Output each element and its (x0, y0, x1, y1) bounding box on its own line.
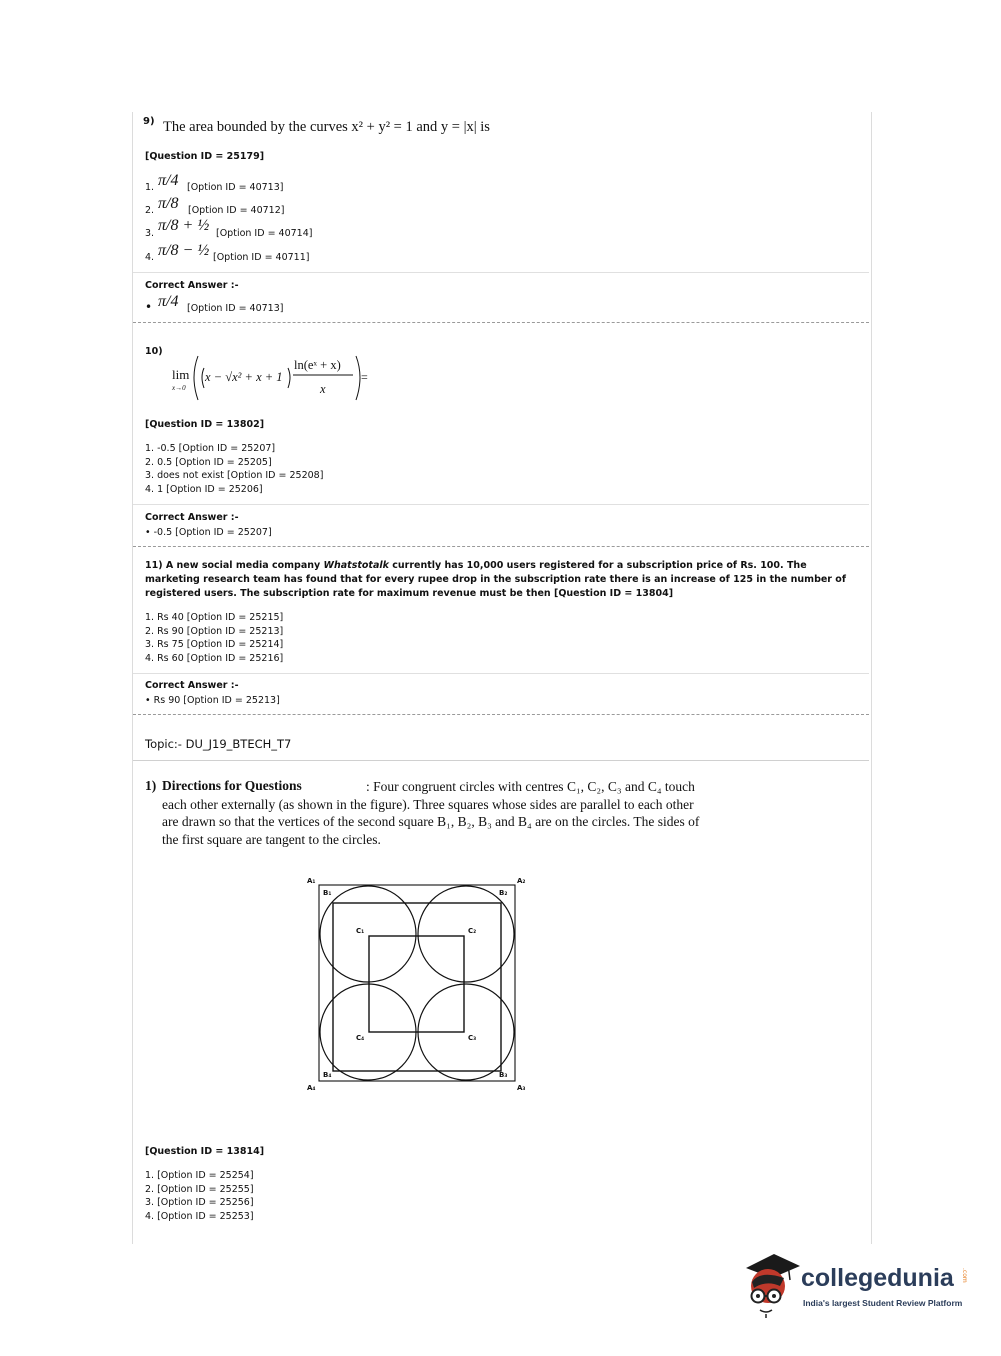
q9-option-4[interactable] (145, 242, 445, 264)
q1-question-id: [Question ID = 13814] (145, 1146, 265, 1157)
q11-option-2[interactable]: 2. Rs 90 [Option ID = 25213] (145, 625, 284, 637)
formula-lim: lim (172, 367, 190, 382)
q1-option-4[interactable]: 4. [Option ID = 25253] (145, 1211, 254, 1223)
q11-text (145, 559, 863, 601)
divider (133, 504, 869, 505)
q9-text: The area bounded by the curves x² + y² = 1 and y = |x| is (163, 119, 490, 135)
option-math: π/4 (158, 172, 179, 189)
q10-option-3[interactable]: 3. does not exist [Option ID = 25208] (145, 470, 324, 482)
q1-heading: Directions for Questions (162, 778, 302, 793)
q11-option-4[interactable]: 4. Rs 60 [Option ID = 25216] (145, 653, 284, 665)
option-number: 3. (145, 228, 155, 239)
formula-inner: x − √x² + x + 1 (205, 370, 283, 384)
option-number: 1. (145, 182, 155, 193)
option-math: π/8 − ½ (158, 242, 210, 259)
label-c2: C₂ (468, 927, 477, 935)
collegedunia-logo[interactable] (740, 1250, 980, 1322)
q9-option-1[interactable] (145, 172, 445, 194)
q9-option-3[interactable] (145, 217, 445, 239)
q10-options (145, 442, 323, 497)
logo-wordmark: collegedunia (801, 1264, 954, 1292)
label-c1: C₁ (356, 927, 365, 935)
q11-option-1[interactable]: 1. Rs 40 [Option ID = 25215] (145, 612, 284, 623)
q11-company: Whatstotalk (323, 560, 389, 571)
formula-sub: x→0 (172, 384, 186, 392)
label-a4: A₄ (307, 1084, 316, 1092)
outer-square-a (319, 885, 515, 1081)
option-math: π/8 (158, 195, 179, 212)
divider (133, 272, 869, 273)
circles-squares-figure (300, 872, 540, 1097)
q1-directions: : Four congruent circles with centres C₁, C₂, C₃ and C₄ touch each other externally (as shown in the figure). Three squares whose sides are parallel to each other are drawn so that the vertices of the second square B₁, B₂, B₃ and B₄ are on the circles. The sides of the first square are tangent to the circles. (162, 779, 700, 847)
q9-option-2[interactable] (145, 195, 445, 217)
label-a2: A₂ (517, 877, 526, 885)
q9-correct-answer (145, 293, 445, 315)
q11-option-3[interactable]: 3. Rs 75 [Option ID = 25214] (145, 639, 284, 651)
label-c3: C₃ (468, 1034, 477, 1042)
q10-correct-label: Correct Answer :- (145, 512, 239, 523)
q1-option-2[interactable]: 2. [Option ID = 25255] (145, 1183, 254, 1195)
label-b2: B₂ (499, 889, 508, 897)
label-c4: C₄ (356, 1034, 365, 1042)
bullet-icon: • (145, 527, 154, 538)
q10-option-2[interactable]: 2. 0.5 [Option ID = 25205] (145, 456, 272, 468)
option-number: 2. (145, 205, 155, 216)
logo-tagline: India's largest Student Review Platform (803, 1298, 963, 1308)
correct-text: -0.5 [Option ID = 25207] (153, 527, 272, 538)
q1-option-3[interactable]: 3. [Option ID = 25256] (145, 1197, 254, 1209)
inner-square (369, 936, 464, 1032)
q10-option-4[interactable]: 4. 1 [Option ID = 25206] (145, 484, 263, 496)
q10-option-1[interactable]: 1. -0.5 [Option ID = 25207] (145, 443, 276, 454)
label-a3: A₃ (517, 1084, 526, 1092)
option-id: [Option ID = 40714] (216, 228, 313, 239)
q11-prefix: 11) A new social media company (145, 560, 324, 571)
label-b3: B₃ (499, 1071, 508, 1079)
option-id: [Option ID = 40711] (213, 252, 310, 263)
question-separator (133, 546, 869, 547)
formula-numerator: ln(eˣ + x) (294, 358, 341, 372)
circle-c2 (418, 886, 514, 982)
q11-correct-answer (145, 695, 280, 706)
correct-text: Rs 90 [Option ID = 25213] (153, 695, 280, 706)
label-a1: A₁ (307, 877, 316, 885)
question-separator (133, 322, 869, 323)
label-b4: B₄ (323, 1071, 332, 1079)
mascot-icon (740, 1250, 802, 1320)
bullet-icon: • (145, 695, 154, 706)
divider (133, 673, 869, 674)
q11-correct-label: Correct Answer :- (145, 680, 239, 691)
q10-formula (168, 350, 378, 410)
circle-c1 (320, 886, 416, 982)
formula-equals: = (361, 370, 368, 384)
bullet-icon: • (145, 300, 153, 314)
divider (133, 760, 869, 761)
q9-number: 9) (143, 116, 155, 127)
option-math: π/8 + ½ (158, 217, 210, 234)
q10-correct-answer (145, 527, 272, 538)
q1-options (145, 1169, 254, 1224)
q9-question-id: [Question ID = 25179] (145, 151, 265, 162)
q10-question-id: [Question ID = 13802] (145, 419, 265, 430)
q1-option-1[interactable]: 1. [Option ID = 25254] (145, 1170, 254, 1181)
logo-suffix: .com (961, 1268, 968, 1283)
correct-id: [Option ID = 40713] (187, 303, 284, 314)
q10-number: 10) (145, 346, 163, 357)
option-id: [Option ID = 40713] (187, 182, 284, 193)
label-b1: B₁ (323, 889, 332, 897)
q1-number: 1) (145, 778, 157, 793)
q11-options (145, 611, 283, 666)
q9-correct-label: Correct Answer :- (145, 280, 239, 291)
correct-math: π/4 (158, 293, 179, 310)
q11-rest: currently has 10,000 users registered for a subscription price of Rs. 100. The marketing research team has found that for every rupee drop in the subscription rate there is an increase of 125 in the number of registered users. The subscription rate for maximum revenue must be then [Question ID = 13804] (145, 560, 846, 599)
formula-denominator: x (320, 382, 326, 396)
topic-label: Topic:- DU_J19_BTECH_T7 (145, 737, 292, 751)
question-separator (133, 714, 869, 715)
option-number: 4. (145, 252, 155, 263)
option-id: [Option ID = 40712] (188, 205, 285, 216)
